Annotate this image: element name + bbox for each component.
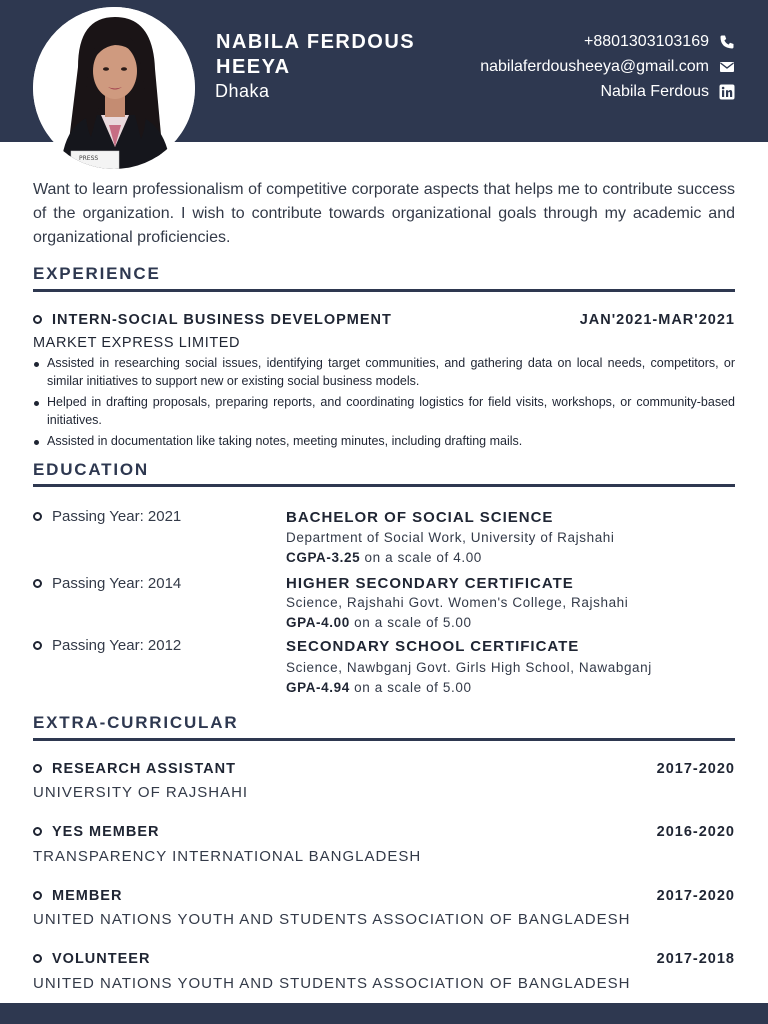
edu-institution: Department of Social Work, University of Rajshahi [286,530,615,545]
extracurricular-divider [33,738,735,741]
contact-email[interactable] [375,58,735,76]
activity-title: RESEARCH ASSISTANT [33,761,236,777]
activity-date: 2017-2018 [656,951,735,967]
contact-linkedin[interactable] [375,83,735,101]
experience-divider [33,289,735,292]
envelope-icon [719,59,735,75]
career-objective: Want to learn professionalism of competitive corporate aspects that helps me to contribute success of the organization. I wish to contribute towards organizational goals through my academic and organizational proficiencies. [33,181,735,246]
activity-org: UNIVERSITY OF RAJSHAHI [33,784,249,801]
extracurricular-heading: EXTRA-CURRICULAR [33,713,239,732]
linkedin-name: Nabila Ferdous [600,83,709,100]
edu-year: Passing Year: 2014 [33,575,181,592]
candidate-name: NABILA FERDOUS HEEYA [216,31,416,78]
duty-item: Assisted in researching social issues, identifying target communities, and gathering data on local needs, competitors, or similar initiatives to support new or existing social business models. [33,355,735,390]
candidate-city: Dhaka [215,81,270,101]
job-title: INTERN-SOCIAL BUSINESS DEVELOPMENT [33,312,392,328]
bullet-icon [33,512,42,521]
activity-date: 2017-2020 [656,761,735,777]
job-date: JAN'2021-MAR'2021 [579,312,735,328]
bullet-icon [33,764,42,773]
activity-org: TRANSPARENCY INTERNATIONAL BANGLADESH [33,848,422,865]
edu-grade: GPA-4.94 on a scale of 5.00 [286,680,472,695]
activity-org: UNITED NATIONS YOUTH AND STUDENTS ASSOCIATION OF BANGLADESH [33,975,631,992]
activity-date: 2017-2020 [656,888,735,904]
linkedin-icon [719,84,735,100]
experience-heading: EXPERIENCE [33,264,161,283]
edu-grade: GPA-4.00 on a scale of 5.00 [286,615,472,630]
footer-bar [0,1003,768,1024]
bullet-icon [33,891,42,900]
education-divider [33,484,735,487]
phone-icon [719,34,735,50]
contact-phone[interactable] [375,33,735,51]
edu-grade: CGPA-3.25 on a scale of 4.00 [286,550,482,565]
edu-year: Passing Year: 2012 [33,637,181,654]
activity-org: UNITED NATIONS YOUTH AND STUDENTS ASSOCIATION OF BANGLADESH [33,911,631,928]
bullet-icon [33,315,42,324]
edu-degree: HIGHER SECONDARY CERTIFICATE [286,575,574,592]
job-duties [33,355,735,455]
activity-title: MEMBER [33,888,122,904]
bullet-icon [33,954,42,963]
email-address: nabilaferdousheeya@gmail.com [480,58,709,75]
edu-year: Passing Year: 2021 [33,508,181,525]
edu-degree: SECONDARY SCHOOL CERTIFICATE [286,638,580,655]
activity-title: VOLUNTEER [33,951,150,967]
edu-institution: Science, Nawbganj Govt. Girls High School, Nawabganj [286,660,652,675]
activity-title: YES MEMBER [33,824,160,840]
bullet-icon [33,579,42,588]
bullet-icon [33,641,42,650]
bullet-icon [33,827,42,836]
photo-badge-text: PRESS [79,155,99,162]
phone-number: +8801303103169 [583,33,709,50]
activity-date: 2016-2020 [656,824,735,840]
edu-degree: BACHELOR OF SOCIAL SCIENCE [286,509,554,526]
job-company: MARKET EXPRESS LIMITED [33,335,241,351]
duty-item: Helped in drafting proposals, preparing reports, and coordinating logistics for field visits, workshops, or community-based initiatives. [33,394,735,429]
profile-photo [33,7,195,169]
edu-institution: Science, Rajshahi Govt. Women's College, Rajshahi [286,595,629,610]
education-heading: EDUCATION [33,460,149,479]
duty-item: Assisted in documentation like taking notes, meeting minutes, including drafting mails. [33,433,735,451]
